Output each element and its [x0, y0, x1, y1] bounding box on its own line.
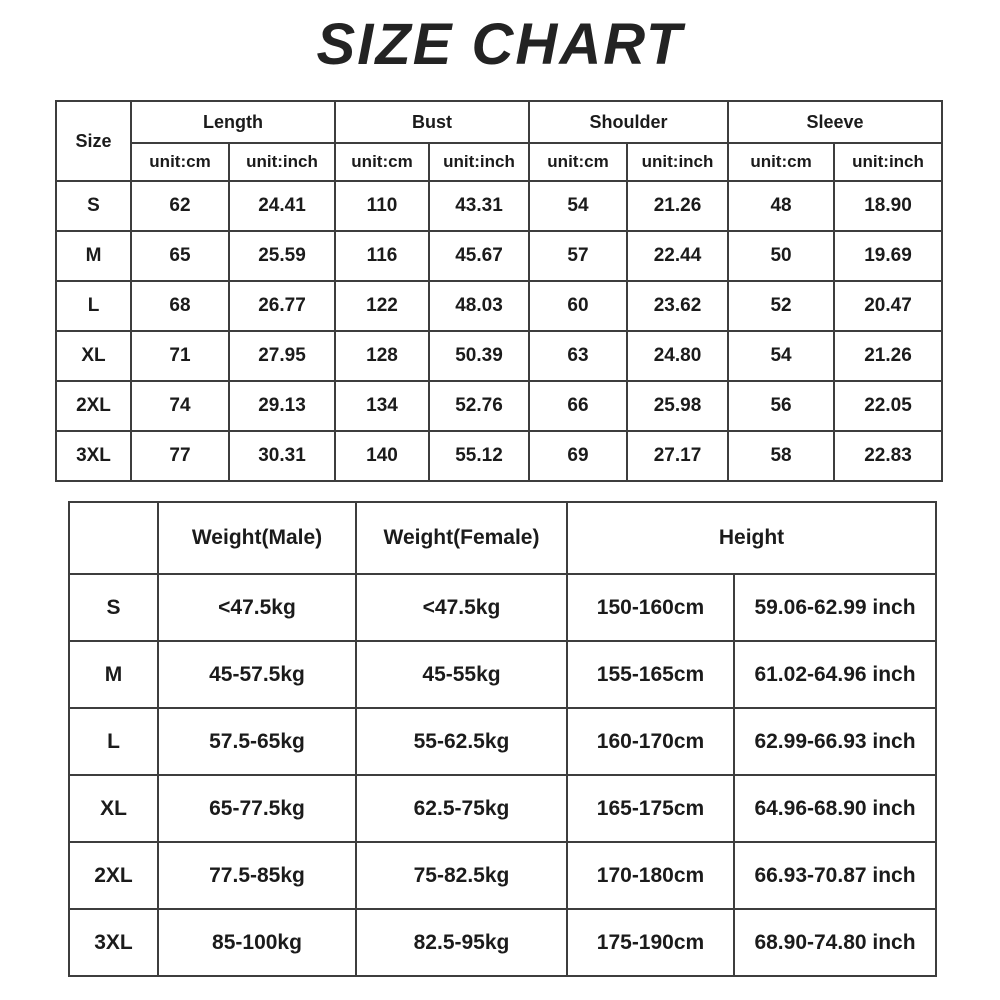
- table-row: [69, 775, 936, 842]
- unit-inch-header: unit:inch: [627, 143, 728, 181]
- measurement-cell: 24.41: [229, 181, 335, 231]
- measurement-cell: 71: [131, 331, 229, 381]
- measurement-cell: 57: [529, 231, 627, 281]
- measurement-cell: 18.90: [834, 181, 942, 231]
- weight-male-cell: 77.5-85kg: [158, 842, 356, 909]
- table-row: [56, 381, 942, 431]
- size-label: 3XL: [56, 431, 131, 481]
- measurement-cell: 128: [335, 331, 429, 381]
- measurement-cell: 50.39: [429, 331, 529, 381]
- body-table-header-row: [69, 502, 936, 574]
- measurement-cell: 58: [728, 431, 834, 481]
- measurement-cell: 54: [529, 181, 627, 231]
- column-group-shoulder: Shoulder: [529, 101, 728, 143]
- measurement-cell: 45.67: [429, 231, 529, 281]
- column-group-bust: Bust: [335, 101, 529, 143]
- measurement-cell: 62: [131, 181, 229, 231]
- measurement-cell: 21.26: [627, 181, 728, 231]
- unit-cm-header: unit:cm: [529, 143, 627, 181]
- unit-cm-header: unit:cm: [131, 143, 229, 181]
- height-cm-cell: 175-190cm: [567, 909, 734, 976]
- weight-female-cell: <47.5kg: [356, 574, 567, 641]
- measurement-cell: 22.05: [834, 381, 942, 431]
- size-label: XL: [56, 331, 131, 381]
- height-inch-cell: 68.90-74.80 inch: [734, 909, 936, 976]
- unit-header-row: [56, 143, 942, 181]
- blank-corner-cell: [69, 502, 158, 574]
- measurement-cell: 25.98: [627, 381, 728, 431]
- weight-female-header: Weight(Female): [356, 502, 567, 574]
- measurement-cell: 77: [131, 431, 229, 481]
- measurement-cell: 69: [529, 431, 627, 481]
- measurement-cell: 19.69: [834, 231, 942, 281]
- table-row: [56, 431, 942, 481]
- measurement-cell: 74: [131, 381, 229, 431]
- height-cm-cell: 155-165cm: [567, 641, 734, 708]
- weight-female-cell: 55-62.5kg: [356, 708, 567, 775]
- height-cm-cell: 150-160cm: [567, 574, 734, 641]
- height-inch-cell: 59.06-62.99 inch: [734, 574, 936, 641]
- measurement-cell: 52.76: [429, 381, 529, 431]
- table-row: [56, 331, 942, 381]
- table-row: [56, 281, 942, 331]
- height-cm-cell: 160-170cm: [567, 708, 734, 775]
- measurement-cell: 23.62: [627, 281, 728, 331]
- weight-male-cell: 65-77.5kg: [158, 775, 356, 842]
- size-label: M: [56, 231, 131, 281]
- unit-inch-header: unit:inch: [834, 143, 942, 181]
- measurement-cell: 55.12: [429, 431, 529, 481]
- measurement-cell: 68: [131, 281, 229, 331]
- measurement-cell: 122: [335, 281, 429, 331]
- measurement-cell: 116: [335, 231, 429, 281]
- table-row: [69, 574, 936, 641]
- measurements-table: [55, 100, 943, 482]
- measurement-cell: 63: [529, 331, 627, 381]
- table-row: [69, 641, 936, 708]
- measurement-cell: 140: [335, 431, 429, 481]
- measurement-cell: 22.44: [627, 231, 728, 281]
- measurement-cell: 21.26: [834, 331, 942, 381]
- size-label: S: [69, 574, 158, 641]
- size-label: 2XL: [69, 842, 158, 909]
- measurement-cell: 27.95: [229, 331, 335, 381]
- size-label: M: [69, 641, 158, 708]
- column-group-length: Length: [131, 101, 335, 143]
- measurement-cell: 56: [728, 381, 834, 431]
- page-title: SIZE CHART: [316, 12, 684, 77]
- measurement-cell: 27.17: [627, 431, 728, 481]
- weight-male-cell: 85-100kg: [158, 909, 356, 976]
- measurement-cell: 24.80: [627, 331, 728, 381]
- measurement-cell: 134: [335, 381, 429, 431]
- measurement-cell: 48: [728, 181, 834, 231]
- size-label: 3XL: [69, 909, 158, 976]
- weight-female-cell: 45-55kg: [356, 641, 567, 708]
- measurement-cell: 50: [728, 231, 834, 281]
- measurement-cell: 66: [529, 381, 627, 431]
- measurement-cell: 52: [728, 281, 834, 331]
- weight-female-cell: 62.5-75kg: [356, 775, 567, 842]
- group-header-row: [56, 101, 942, 143]
- measurement-cell: 60: [529, 281, 627, 331]
- height-inch-cell: 64.96-68.90 inch: [734, 775, 936, 842]
- measurement-cell: 30.31: [229, 431, 335, 481]
- height-cm-cell: 165-175cm: [567, 775, 734, 842]
- column-group-sleeve: Sleeve: [728, 101, 942, 143]
- table-row: [69, 909, 936, 976]
- measurement-cell: 110: [335, 181, 429, 231]
- height-header: Height: [567, 502, 936, 574]
- height-inch-cell: 61.02-64.96 inch: [734, 641, 936, 708]
- size-label: XL: [69, 775, 158, 842]
- unit-cm-header: unit:cm: [335, 143, 429, 181]
- measurement-cell: 43.31: [429, 181, 529, 231]
- size-label: S: [56, 181, 131, 231]
- size-label: 2XL: [56, 381, 131, 431]
- measurement-cell: 25.59: [229, 231, 335, 281]
- weight-male-cell: <47.5kg: [158, 574, 356, 641]
- weight-male-header: Weight(Male): [158, 502, 356, 574]
- height-inch-cell: 62.99-66.93 inch: [734, 708, 936, 775]
- measurement-cell: 22.83: [834, 431, 942, 481]
- size-label: L: [69, 708, 158, 775]
- size-column-header: Size: [56, 101, 131, 181]
- measurement-cell: 48.03: [429, 281, 529, 331]
- weight-male-cell: 45-57.5kg: [158, 641, 356, 708]
- table-row: [69, 708, 936, 775]
- measurement-cell: 20.47: [834, 281, 942, 331]
- measurement-cell: 29.13: [229, 381, 335, 431]
- measurement-cell: 54: [728, 331, 834, 381]
- height-cm-cell: 170-180cm: [567, 842, 734, 909]
- table-row: [69, 842, 936, 909]
- weight-male-cell: 57.5-65kg: [158, 708, 356, 775]
- weight-female-cell: 82.5-95kg: [356, 909, 567, 976]
- height-inch-cell: 66.93-70.87 inch: [734, 842, 936, 909]
- unit-cm-header: unit:cm: [728, 143, 834, 181]
- measurement-cell: 26.77: [229, 281, 335, 331]
- size-label: L: [56, 281, 131, 331]
- table-row: [56, 181, 942, 231]
- measurement-cell: 65: [131, 231, 229, 281]
- weight-female-cell: 75-82.5kg: [356, 842, 567, 909]
- weight-height-table: [68, 501, 937, 977]
- table-row: [56, 231, 942, 281]
- unit-inch-header: unit:inch: [229, 143, 335, 181]
- unit-inch-header: unit:inch: [429, 143, 529, 181]
